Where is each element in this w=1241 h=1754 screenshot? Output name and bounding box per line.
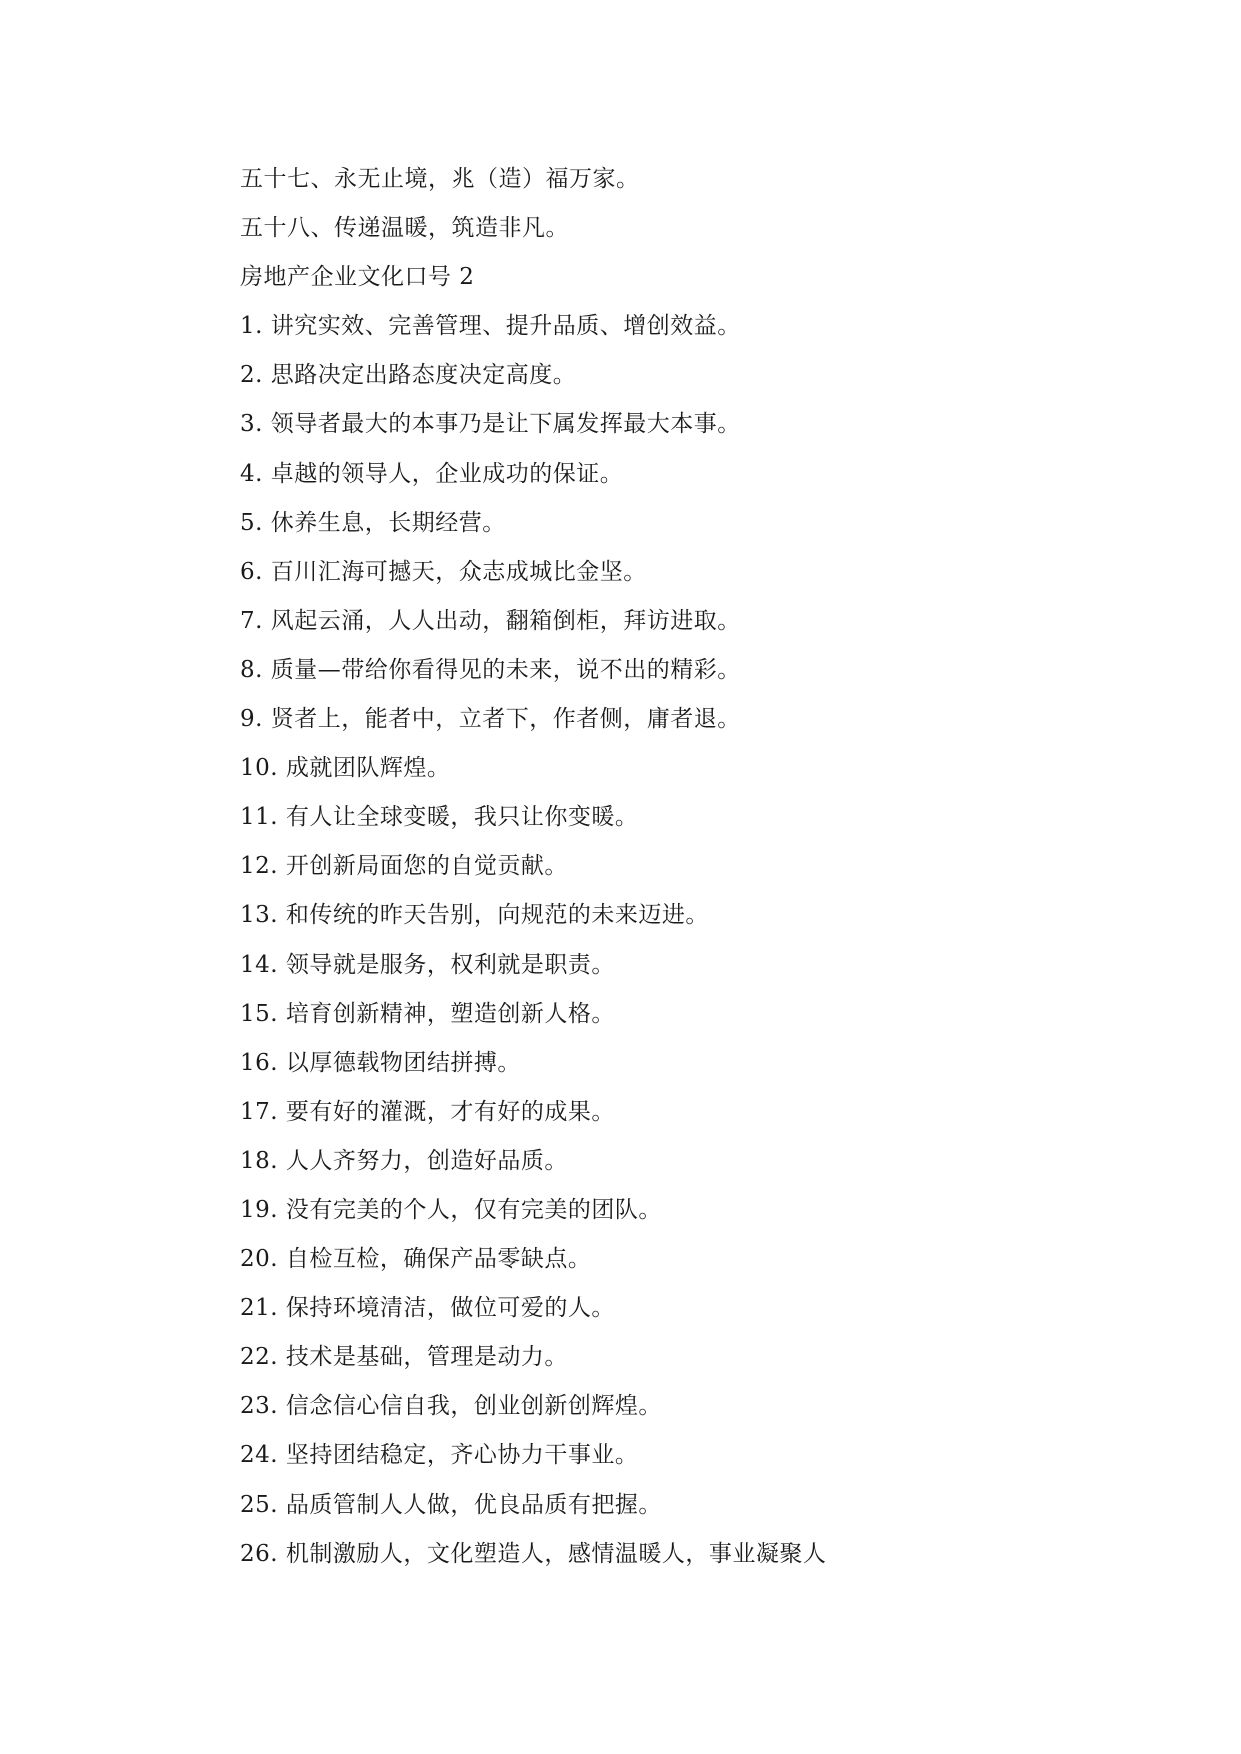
list-item: 7. 风起云涌，人人出动，翻箱倒柜，拜访进取。 xyxy=(240,607,741,634)
list-item: 10. 成就团队辉煌。 xyxy=(240,755,451,782)
list-item: 6. 百川汇海可撼天，众志成城比金坚。 xyxy=(240,558,647,585)
list-item: 21. 保持环境清洁，做位可爱的人。 xyxy=(240,1295,615,1322)
list-item: 13. 和传统的昨天告别，向规范的未来迈进。 xyxy=(240,902,709,929)
list-item: 9. 贤者上，能者中，立者下，作者侧，庸者退。 xyxy=(240,706,741,733)
list-item: 4. 卓越的领导人，企业成功的保证。 xyxy=(240,460,624,487)
list-item: 5. 休养生息，长期经营。 xyxy=(240,509,506,536)
text-line: 五十八、传递温暖，筑造非凡。 xyxy=(240,215,569,242)
list-item: 14. 领导就是服务，权利就是职责。 xyxy=(240,951,615,978)
section-heading: 房地产企业文化口号 2 xyxy=(240,264,475,291)
list-item: 1. 讲究实效、完善管理、提升品质、增创效益。 xyxy=(240,313,741,340)
text-line: 五十七、永无止境，兆（造）福万家。 xyxy=(240,166,640,192)
list-item: 12. 开创新局面您的自觉贡献。 xyxy=(240,853,568,880)
list-item: 25. 品质管制人人做，优良品质有把握。 xyxy=(240,1491,662,1518)
list-item: 18. 人人齐努力，创造好品质。 xyxy=(240,1147,568,1174)
list-item: 8. 质量—带给你看得见的未来，说不出的精彩。 xyxy=(240,656,741,683)
list-item: 11. 有人让全球变暖，我只让你变暖。 xyxy=(240,804,639,831)
list-item: 23. 信念信心信自我，创业创新创辉煌。 xyxy=(240,1393,662,1420)
list-item: 17. 要有好的灌溉，才有好的成果。 xyxy=(240,1098,615,1125)
list-item: 20. 自检互检，确保产品零缺点。 xyxy=(240,1246,592,1273)
list-item: 2. 思路决定出路态度决定高度。 xyxy=(240,362,577,389)
document-body xyxy=(240,155,1140,1579)
list-item: 16. 以厚德载物团结拼搏。 xyxy=(240,1049,521,1076)
list-item: 22. 技术是基础，管理是动力。 xyxy=(240,1344,568,1371)
list-item: 19. 没有完美的个人，仅有完美的团队。 xyxy=(240,1196,662,1223)
list-item: 26. 机制激励人，文化塑造人，感情温暖人，事业凝聚人 xyxy=(240,1540,827,1567)
list-item: 15. 培育创新精神，塑造创新人格。 xyxy=(240,1000,615,1027)
list-item: 24. 坚持团结稳定，齐心协力干事业。 xyxy=(240,1442,639,1469)
list-item: 3. 领导者最大的本事乃是让下属发挥最大本事。 xyxy=(240,411,741,438)
